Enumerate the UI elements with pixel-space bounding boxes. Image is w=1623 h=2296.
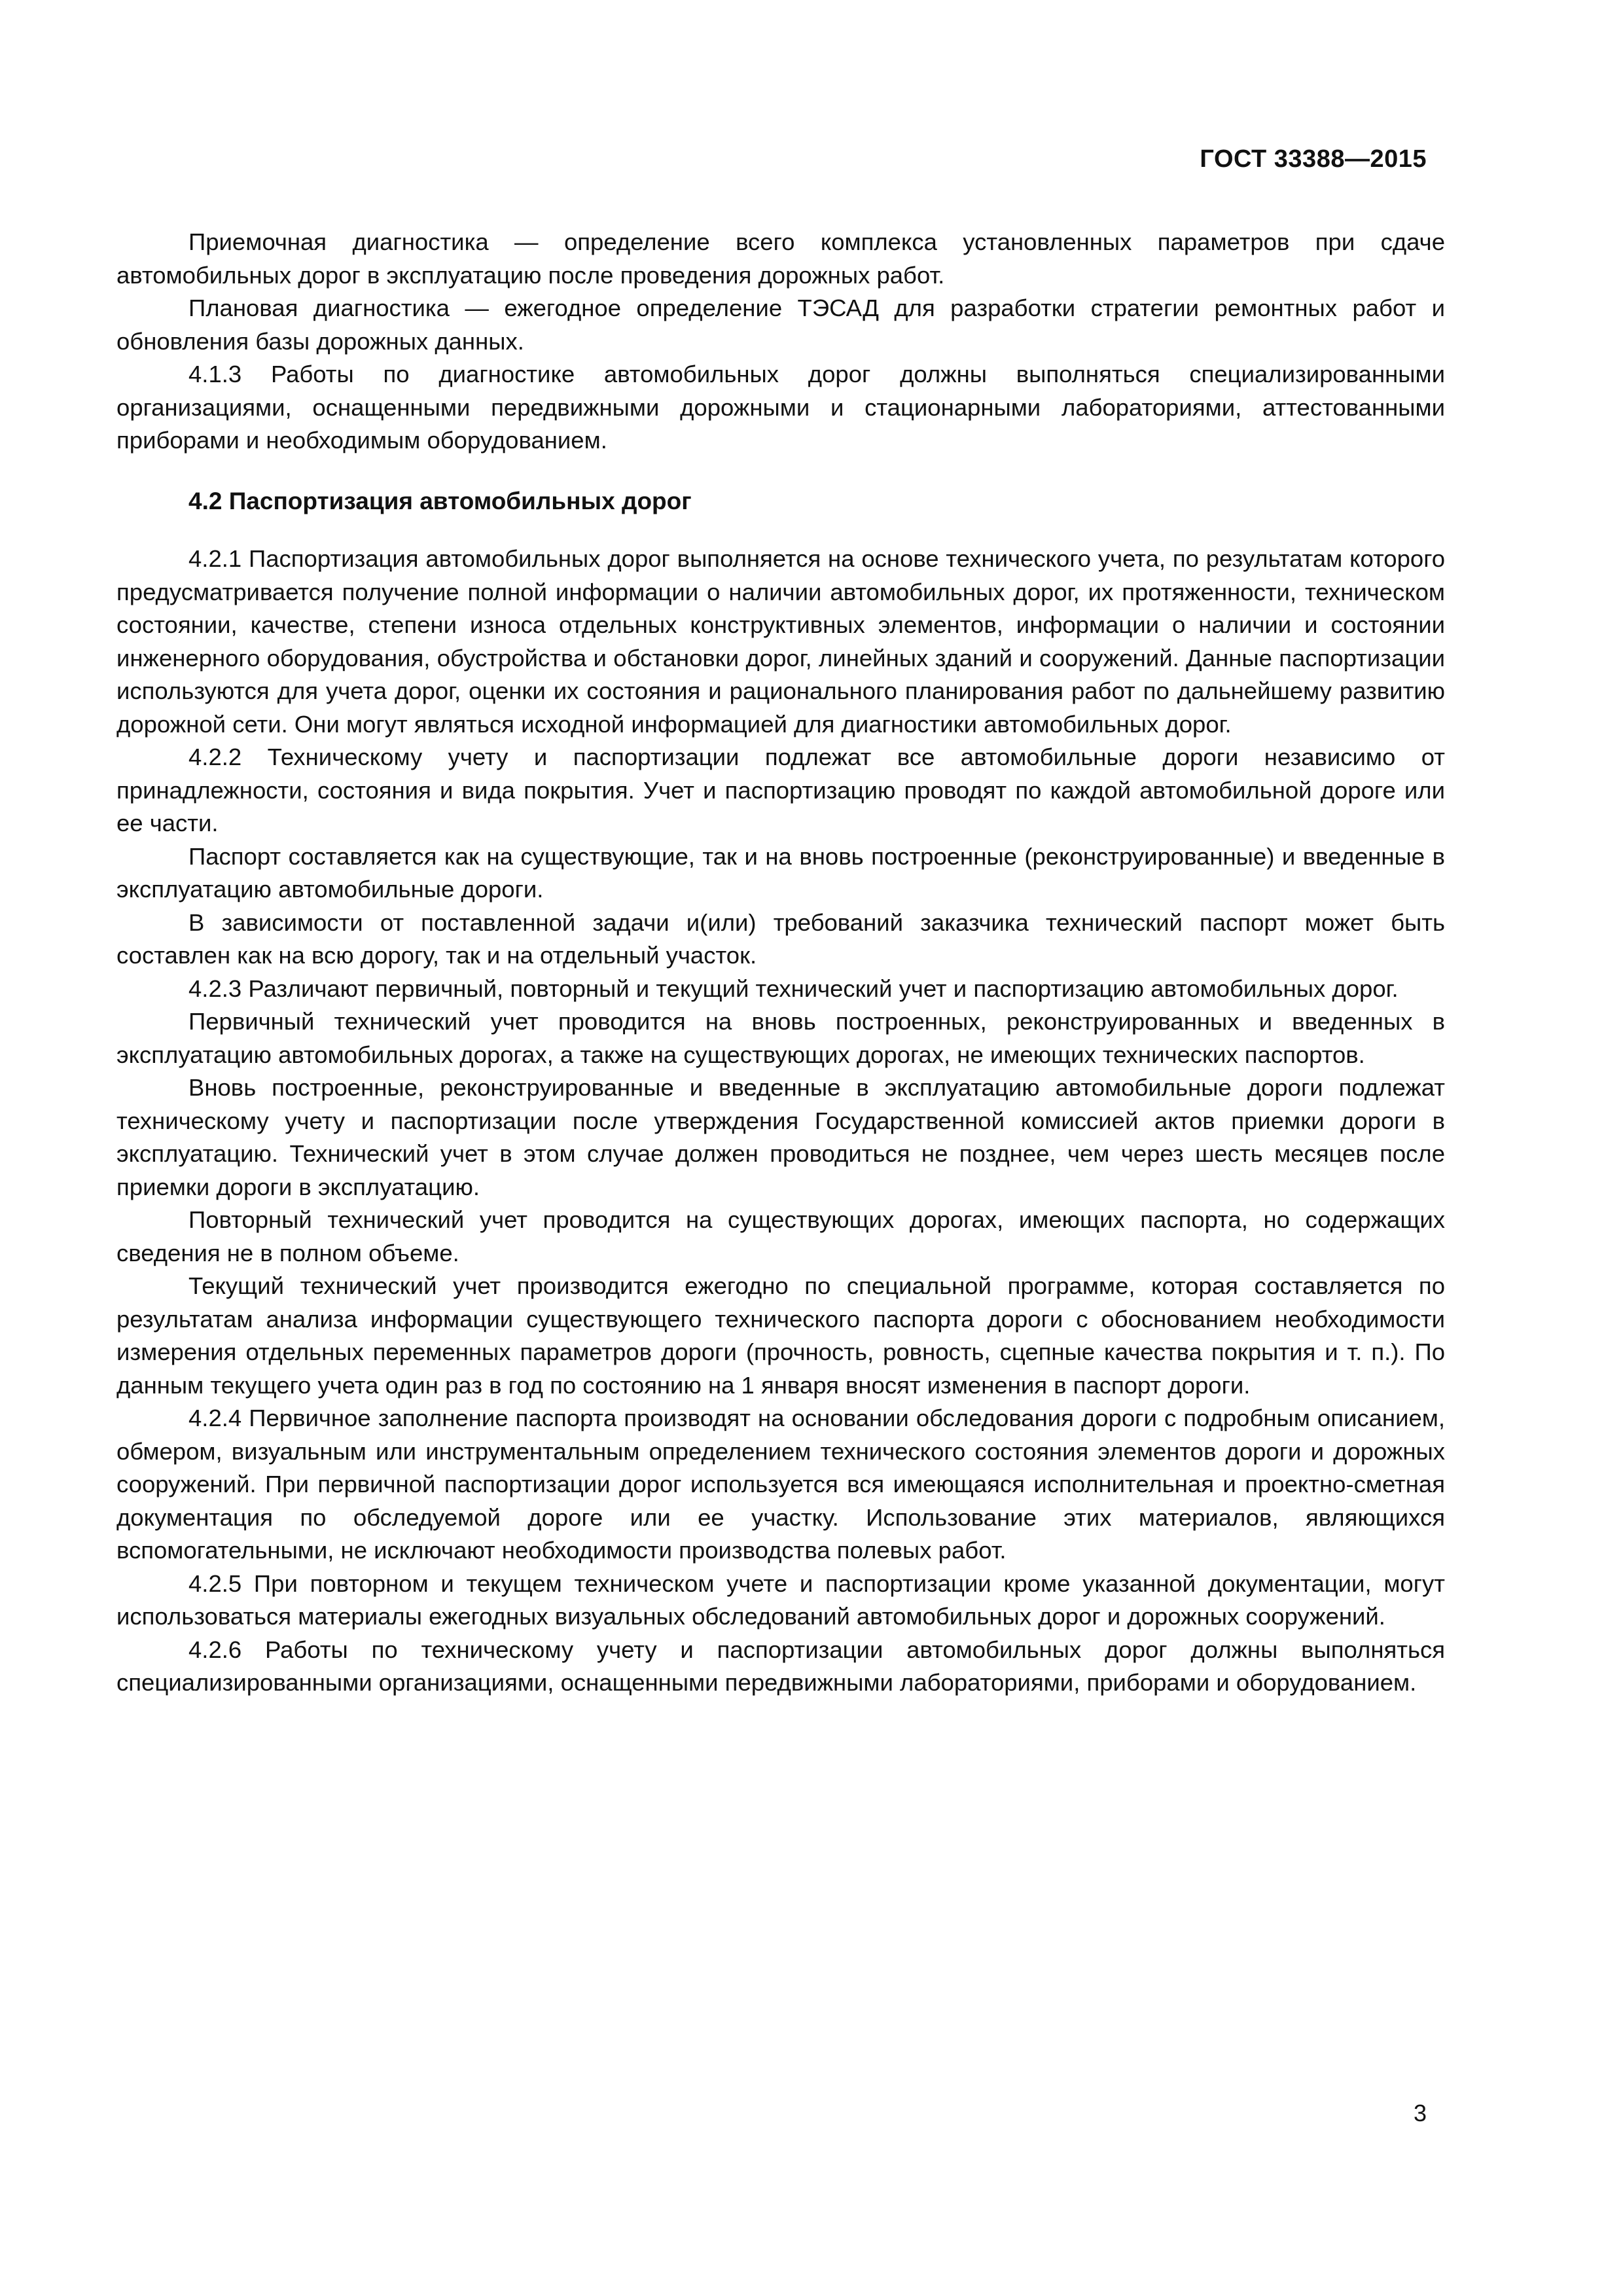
document-body [116,226,1445,1700]
paragraph-4-2-5: 4.2.5 При повторном и текущем техническом учете и паспортизации кроме указанной документации, могут использоваться материалы ежегодных визуальных обследований автомобильных дорог и дорожных сооружений. [116,1570,1445,1630]
paragraph-planned-diagnostics: Плановая диагностика — ежегодное определение ТЭСАД для разработки стратегии ремонтных работ и обновления базы дорожных данных. [116,295,1445,355]
document-code: ГОСТ 33388—2015 [1200,145,1427,173]
paragraph-primary-accounting: Первичный технический учет проводится на вновь построенных, реконструированных и введенных в эксплуатацию автомобильных дорогах, а также на существующих дорогах, не имеющих технических паспортов. [116,1008,1445,1068]
paragraph-4-2-4: 4.2.4 Первичное заполнение паспорта производят на основании обследования дороги с подробным описанием, обмером, визуальным или инструментальным определением технического состояния элементов дороги и дорожных сооружений. При первичной паспортизации дорог используется вся имеющаяся исполнительная и проектно-сметная документация по обследуемой дороге или ее участку. Использование этих материалов, являющихся вспомогательными, не исключают необходимости производства полевых работ. [116,1405,1445,1564]
paragraph-passport-scope: Паспорт составляется как на существующие, так и на вновь построенные (реконструированные) и введенные в эксплуатацию автомобильные дороги. [116,842,1445,903]
paragraph-4-2-2: 4.2.2 Техническому учету и паспортизации подлежат все автомобильные дороги независимо от принадлежности, состояния и вида покрытия. Учет и паспортизацию проводят по каждой автомобильной дороге или ее части. [116,744,1445,836]
section-heading: 4.2 Паспортизация автомобильных дорог [188,487,692,514]
paragraph-repeat-accounting: Повторный технический учет проводится на существующих дорогах, имеющих паспорта, но содержащих сведения не в полном объеме. [116,1206,1445,1266]
paragraph-4-2-1: 4.2.1 Паспортизация автомобильных дорог выполняется на основе технического учета, по результатам которого предусматривается получение полной информации о наличии автомобильных дорог, их протяженности, техническом состоянии, качестве, степени износа отдельных конструктивных элементов, информации о наличии и состоянии инженерного оборудования, обустройства и обстановки дорог, линейных зданий и сооружений. Данные паспортизации используются для учета дорог, оценки их состояния и рационального планирования работ по дальнейшему развитию дорожной сети. Они могут являться исходной информацией для диагностики автомобильных дорог. [116,545,1445,738]
paragraph-4-2-3: 4.2.3 Различают первичный, повторный и текущий технический учет и паспортизацию автомобильных дорог. [188,975,1399,1002]
paragraph-passport-extent: В зависимости от поставленной задачи и(или) требований заказчика технический паспорт может быть составлен как на всю дорогу, так и на отдельный участок. [116,908,1445,969]
paragraph-4-1-3: 4.1.3 Работы по диагностике автомобильных дорог должны выполняться специализированными организациями, оснащенными передвижными дорожными и стационарными лабораториями, аттестованными приборами и необходимым оборудованием. [116,361,1445,454]
page-number: 3 [1413,2100,1427,2126]
paragraph-4-2-6: 4.2.6 Работы по техническому учету и паспортизации автомобильных дорог должны выполняться специализированными организациями, оснащенными передвижными лабораториями, приборами и оборудованием. [116,1636,1445,1696]
paragraph-current-accounting: Текущий технический учет производится ежегодно по специальной программе, которая составляется по результатам анализа информации существующего технического паспорта дороги с обоснованием необходимости измерения отдельных переменных параметров дороги (прочность, ровность, сцепные качества покрытия и т. п.). По данным текущего учета один раз в год по состоянию на 1 января вносят изменения в паспорт дороги. [116,1272,1445,1399]
paragraph-new-roads: Вновь построенные, реконструированные и введенные в эксплуатацию автомобильные дороги подлежат техническому учету и паспортизации после утверждения Государственной комиссией актов приемки дороги в эксплуатацию. Технический учет в этом случае должен проводиться не позднее, чем через шесть месяцев после приемки дороги в эксплуатацию. [116,1074,1445,1200]
paragraph-acceptance-diagnostics: Приемочная диагностика — определение всего комплекса установленных параметров при сдаче автомобильных дорог в эксплуатацию после проведения дорожных работ. [116,228,1445,289]
